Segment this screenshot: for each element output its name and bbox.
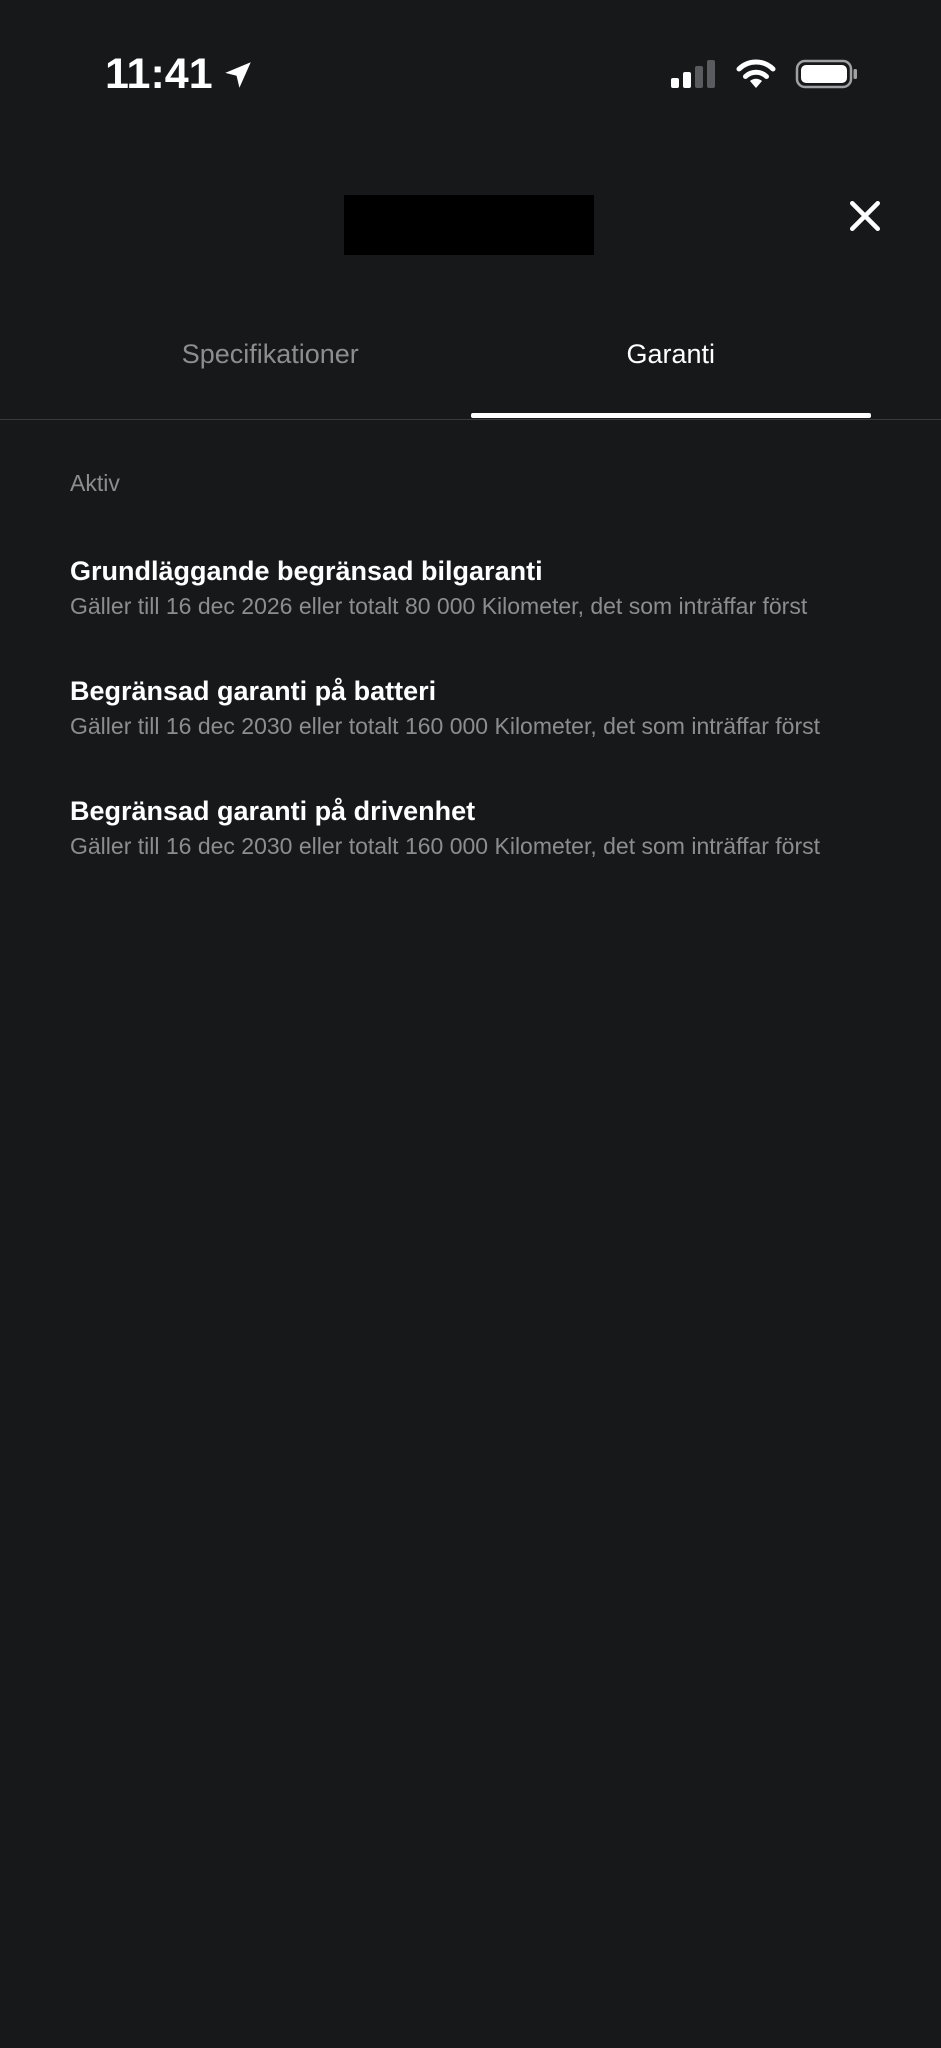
tab-label: Garanti (626, 338, 716, 369)
tab-bar (70, 320, 871, 420)
warranty-item (70, 793, 870, 861)
warranty-list (70, 470, 870, 913)
status-bar (0, 0, 941, 150)
time-group (105, 50, 255, 99)
battery-icon (795, 58, 859, 90)
status-time: 11:41 (105, 50, 213, 98)
warranty-description: Gäller till 16 dec 2030 eller totalt 160 000 Kilometer, det som inträffar först (70, 713, 821, 739)
header (0, 150, 941, 300)
warranty-item (70, 553, 870, 621)
warranty-title: Begränsad garanti på batteri (70, 676, 437, 706)
cellular-signal-icon (669, 58, 717, 90)
close-button[interactable] (841, 192, 889, 240)
warranty-title: Grundläggande begränsad bilgaranti (70, 556, 543, 586)
warranty-title: Begränsad garanti på drivenhet (70, 796, 476, 826)
redacted-title (344, 195, 594, 255)
system-icons (669, 58, 859, 90)
wifi-icon (735, 58, 777, 90)
location-arrow-icon (221, 58, 255, 92)
close-icon (848, 199, 882, 233)
active-tab-indicator (471, 413, 872, 418)
tab-label: Specifikationer (181, 338, 359, 369)
section-label-aktiv: Aktiv (70, 470, 120, 496)
tab-garanti[interactable] (471, 320, 872, 388)
warranty-description: Gäller till 16 dec 2026 eller totalt 80 000 Kilometer, det som inträffar först (70, 593, 808, 619)
tab-divider (0, 419, 941, 420)
tab-specifikationer[interactable] (70, 320, 471, 388)
warranty-item (70, 673, 870, 741)
warranty-description: Gäller till 16 dec 2030 eller totalt 160 000 Kilometer, det som inträffar först (70, 833, 821, 859)
